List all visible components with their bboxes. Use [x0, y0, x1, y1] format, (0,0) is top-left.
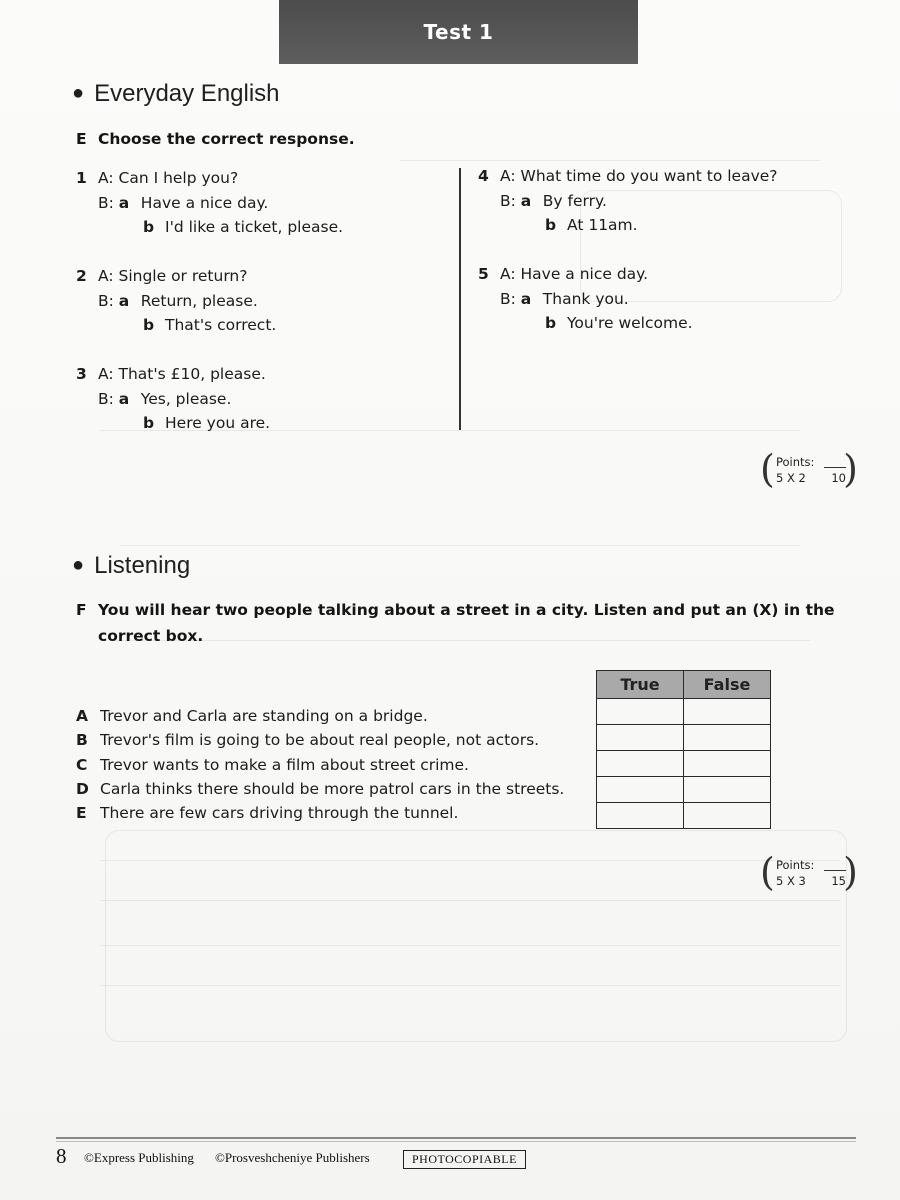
- list-item: E There are few cars driving through the tunnel.: [76, 804, 459, 823]
- list-item: D Carla thinks there should be more patrol cars in the streets.: [76, 779, 565, 798]
- table-row: [597, 699, 771, 725]
- table-row: [597, 803, 771, 829]
- table-row: [597, 777, 771, 803]
- list-item: B Trevor's film is going to be about real people, not actors.: [76, 731, 540, 750]
- instruction-f: F You will hear two people talking about a street in a city. Listen and put an (X) in the correct box.: [76, 601, 835, 645]
- list-item: A Trevor and Carla are standing on a bridge.: [76, 707, 428, 725]
- statements-list: [76, 704, 564, 825]
- answer-box-true[interactable]: [597, 751, 684, 777]
- bullet-icon: ●: [72, 82, 85, 104]
- photocopiable-badge: PHOTOCOPIABLE: [403, 1150, 526, 1169]
- answer-box-true[interactable]: [597, 725, 684, 751]
- bleed-line: [120, 545, 800, 546]
- publisher-credit-1: ©Express Publishing: [84, 1150, 194, 1165]
- page-number: 8: [56, 1144, 67, 1168]
- answer-box-true[interactable]: [597, 699, 684, 725]
- answer-box-false[interactable]: [684, 803, 771, 829]
- section-heading-listening: ● Listening: [72, 552, 191, 579]
- column-header-false: False: [684, 671, 771, 699]
- question-4: 4 A: What time do you want to leave? B: a By ferry. b At 11am.: [478, 167, 778, 234]
- instruction-e: E Choose the correct response.: [76, 130, 355, 148]
- test-title-banner: [279, 0, 638, 64]
- footer-rule: [56, 1137, 856, 1139]
- bleed-line: [400, 160, 820, 161]
- question-5: 5 A: Have a nice day. B: a Thank you. b You're welcome.: [478, 265, 693, 332]
- bullet-icon: ●: [72, 554, 85, 576]
- answer-box-false[interactable]: [684, 699, 771, 725]
- answer-box-false[interactable]: [684, 751, 771, 777]
- column-divider: [459, 168, 461, 430]
- question-3: 3 A: That's £10, please. B: a Yes, please. b Here you are.: [76, 365, 271, 432]
- table-row: [597, 725, 771, 751]
- list-item: C Trevor wants to make a film about street crime.: [76, 755, 469, 774]
- footer-rule: [56, 1141, 856, 1142]
- test-title: Test 1: [423, 20, 494, 44]
- true-false-table: [596, 670, 771, 829]
- points-box-e: ( Points: 5 X 2 10 ): [760, 447, 858, 491]
- table-row: [597, 751, 771, 777]
- question-2: 2 A: Single or return? B: a Return, please. b That's correct.: [76, 267, 277, 334]
- answer-box-false[interactable]: [684, 777, 771, 803]
- answer-box-false[interactable]: [684, 725, 771, 751]
- question-1: 1 A: Can I help you? B: a Have a nice day. b I'd like a ticket, please.: [76, 169, 344, 236]
- points-box-f: ( Points: 5 X 3 15 ): [760, 850, 858, 894]
- answer-box-true[interactable]: [597, 803, 684, 829]
- column-header-true: True: [597, 671, 684, 699]
- publisher-credit-2: ©Prosveshcheniye Publishers: [215, 1150, 370, 1165]
- bleed-box: [105, 830, 847, 1042]
- section-heading-everyday-english: ● Everyday English: [72, 80, 280, 107]
- answer-box-true[interactable]: [597, 777, 684, 803]
